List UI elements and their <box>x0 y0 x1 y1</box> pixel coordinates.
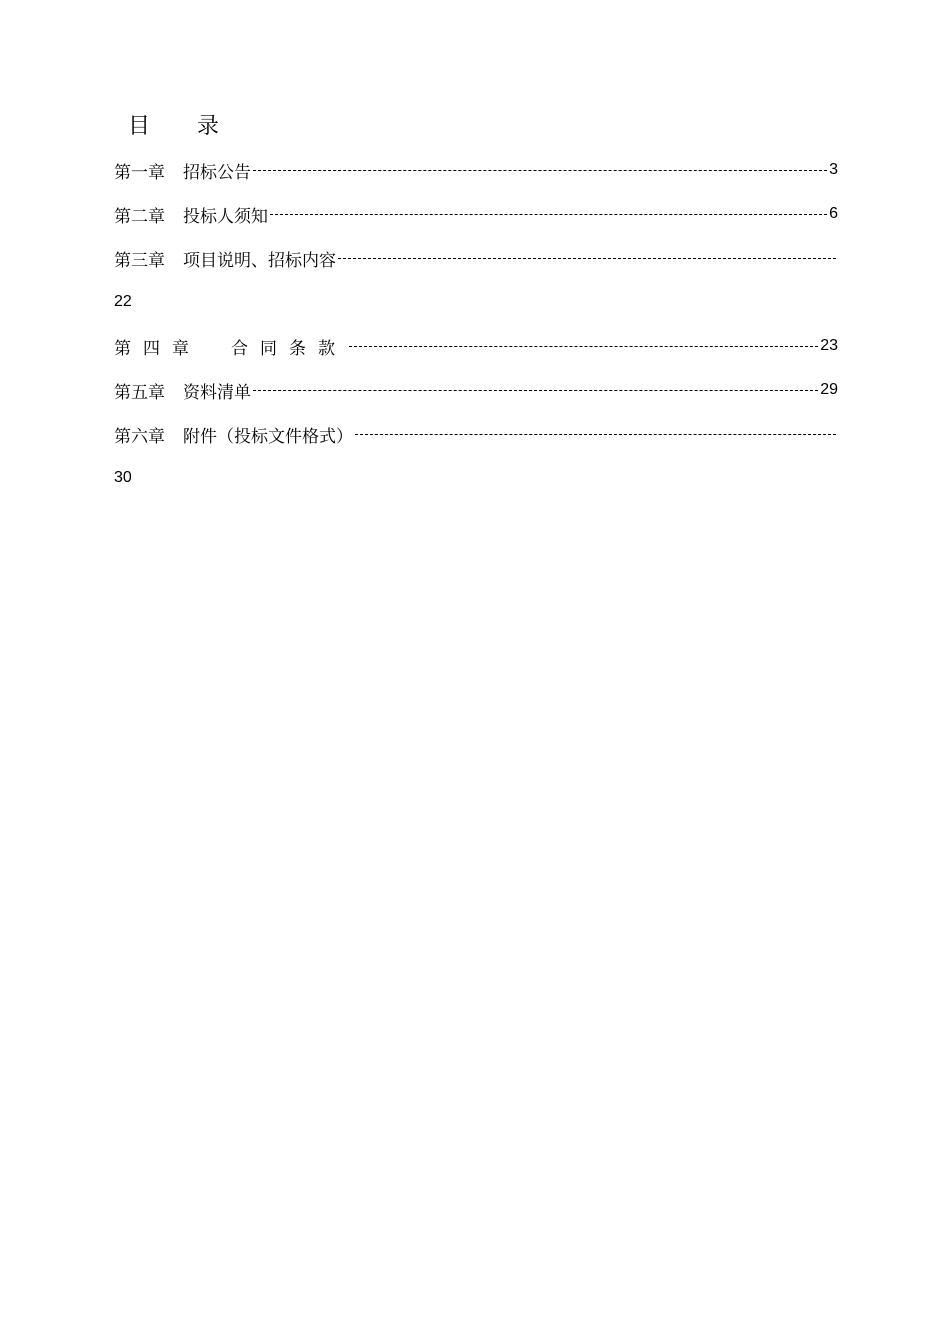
toc-entry-1 <box>114 148 838 192</box>
toc-leader-line <box>349 346 818 348</box>
toc-page-number: 23 <box>820 337 838 354</box>
toc-leader-line <box>253 170 827 172</box>
toc-page-number: 30 <box>114 469 132 486</box>
toc-entry-6 <box>114 412 838 456</box>
toc-entry-4 <box>114 324 838 368</box>
toc-entry-2 <box>114 192 838 236</box>
toc-chapter: 第三章 <box>114 250 165 271</box>
toc-label: 资料清单 <box>183 382 251 403</box>
toc-entry-3-page-line <box>114 280 838 324</box>
toc-leader-line <box>338 258 836 260</box>
toc-label: 项目说明、招标内容 <box>183 250 336 271</box>
toc-chapter: 第一章 <box>114 162 165 183</box>
toc-entry-3 <box>114 236 838 280</box>
toc-label: 合同条款 <box>231 338 347 359</box>
table-of-contents <box>114 148 838 500</box>
toc-chapter: 第二章 <box>114 206 165 227</box>
toc-chapter: 第四章 <box>114 338 201 359</box>
toc-page-number: 22 <box>114 293 132 310</box>
toc-leader-line <box>270 214 827 216</box>
toc-chapter: 第六章 <box>114 426 165 447</box>
toc-entry-6-page-line <box>114 456 838 500</box>
toc-entry-5 <box>114 368 838 412</box>
toc-label: 投标人须知 <box>183 206 268 227</box>
toc-label: 附件（投标文件格式） <box>183 426 353 447</box>
toc-chapter: 第五章 <box>114 382 165 403</box>
toc-page-number: 3 <box>829 161 838 178</box>
toc-leader-line <box>355 434 836 436</box>
toc-page-number: 6 <box>829 205 838 222</box>
toc-title: 目 录 <box>128 114 239 139</box>
toc-page-number: 29 <box>820 381 838 398</box>
toc-leader-line <box>253 390 818 392</box>
toc-label: 招标公告 <box>183 162 251 183</box>
